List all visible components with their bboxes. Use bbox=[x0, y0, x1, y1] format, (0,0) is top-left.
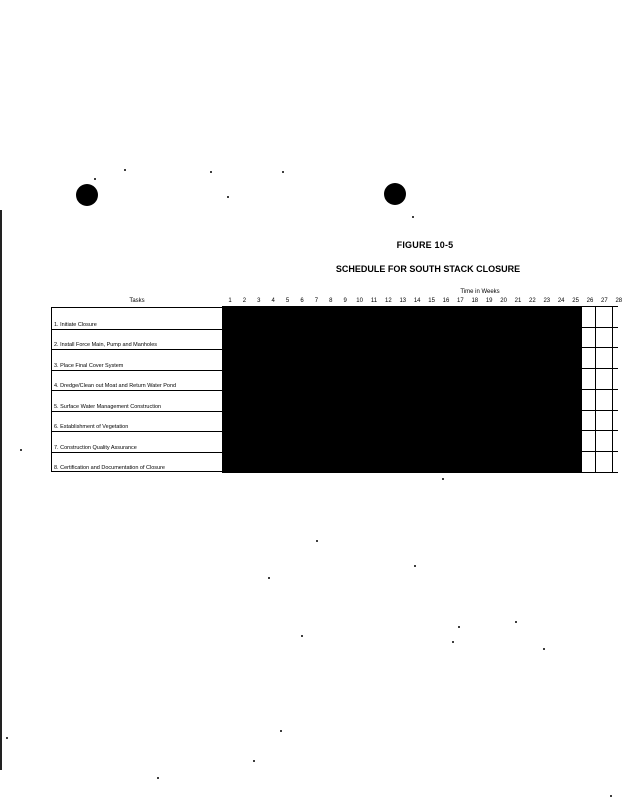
scan-speck bbox=[124, 169, 126, 171]
week-number: 17 bbox=[457, 298, 464, 304]
schedule-bar-block bbox=[222, 306, 582, 473]
grid-line bbox=[612, 306, 613, 473]
scan-speck bbox=[412, 216, 414, 218]
scan-speck bbox=[515, 621, 517, 623]
task-label: 5. Surface Water Management Construction bbox=[54, 403, 162, 410]
week-number: 18 bbox=[471, 298, 479, 304]
task-label: 1. Initiate Closure bbox=[54, 321, 97, 328]
week-number: 11 bbox=[370, 298, 378, 304]
punch-hole-left bbox=[76, 184, 98, 206]
week-number: 21 bbox=[514, 298, 522, 304]
week-number: 27 bbox=[601, 298, 608, 304]
week-number: 26 bbox=[586, 298, 594, 304]
scan-speck bbox=[316, 540, 318, 542]
week-number: 6 bbox=[300, 298, 304, 304]
scan-speck bbox=[268, 577, 270, 579]
week-number: 25 bbox=[572, 298, 579, 304]
task-label: 3. Place Final Cover System bbox=[54, 362, 124, 369]
task-label: 8. Certification and Documentation of Closure bbox=[54, 465, 165, 471]
week-number: 13 bbox=[399, 298, 407, 304]
task-label: 2. Install Force Main, Pump and Manholes bbox=[54, 342, 158, 348]
task-row bbox=[52, 431, 222, 452]
page-edge bbox=[0, 210, 2, 770]
week-number: 8 bbox=[329, 298, 333, 304]
figure-label: FIGURE 10-5 bbox=[396, 240, 454, 250]
week-number: 9 bbox=[343, 298, 347, 304]
week-number: 5 bbox=[285, 298, 290, 304]
scan-speck bbox=[282, 171, 284, 173]
scan-speck bbox=[610, 795, 612, 797]
week-number: 16 bbox=[442, 298, 450, 304]
scan-speck bbox=[452, 641, 454, 643]
scan-speck bbox=[458, 626, 460, 628]
scan-speck bbox=[20, 449, 22, 451]
week-number: 4 bbox=[271, 298, 275, 304]
scan-speck bbox=[94, 178, 96, 180]
week-number: 23 bbox=[543, 298, 551, 304]
task-label: 4. Dredge/Clean out Moat and Return Water Pond bbox=[54, 383, 177, 389]
scan-speck bbox=[301, 635, 303, 637]
scan-speck bbox=[210, 171, 212, 173]
task-row bbox=[52, 349, 222, 370]
week-number: 15 bbox=[428, 298, 435, 304]
punch-hole-right bbox=[384, 183, 406, 205]
figure-title: SCHEDULE FOR SOUTH STACK CLOSURE bbox=[335, 264, 521, 274]
scan-speck bbox=[227, 196, 229, 198]
task-row bbox=[52, 390, 222, 411]
week-number: 22 bbox=[529, 298, 536, 304]
week-number: 24 bbox=[557, 298, 565, 304]
scan-speck bbox=[543, 648, 545, 650]
task-row bbox=[52, 370, 222, 391]
scan-speck bbox=[442, 478, 444, 480]
task-row bbox=[52, 411, 222, 432]
time-axis-header: Time in Weeks bbox=[460, 289, 500, 295]
task-row bbox=[52, 329, 222, 350]
task-label: 7. Construction Quality Assurance bbox=[54, 444, 137, 451]
tasks-column-header: Tasks bbox=[129, 298, 145, 304]
task-table bbox=[51, 307, 223, 472]
scan-speck bbox=[157, 777, 159, 779]
grid-line bbox=[595, 306, 596, 473]
week-number: 19 bbox=[485, 298, 493, 304]
week-number: 10 bbox=[356, 298, 363, 304]
week-number: 1 bbox=[228, 298, 232, 304]
week-number: 7 bbox=[314, 298, 319, 304]
scan-speck bbox=[414, 565, 416, 567]
week-number: 2 bbox=[242, 298, 247, 304]
schedule-grid-tail bbox=[582, 306, 618, 473]
scan-speck bbox=[253, 760, 255, 762]
scan-speck bbox=[280, 730, 282, 732]
task-row bbox=[52, 308, 222, 329]
task-label: 6. Establishment of Vegetation bbox=[54, 424, 129, 430]
task-row bbox=[52, 452, 222, 473]
week-number: 28 bbox=[615, 298, 623, 304]
scan-speck bbox=[6, 737, 8, 739]
week-number: 20 bbox=[500, 298, 507, 304]
week-number: 3 bbox=[257, 298, 261, 304]
week-number: 12 bbox=[385, 298, 392, 304]
week-number: 14 bbox=[413, 298, 421, 304]
